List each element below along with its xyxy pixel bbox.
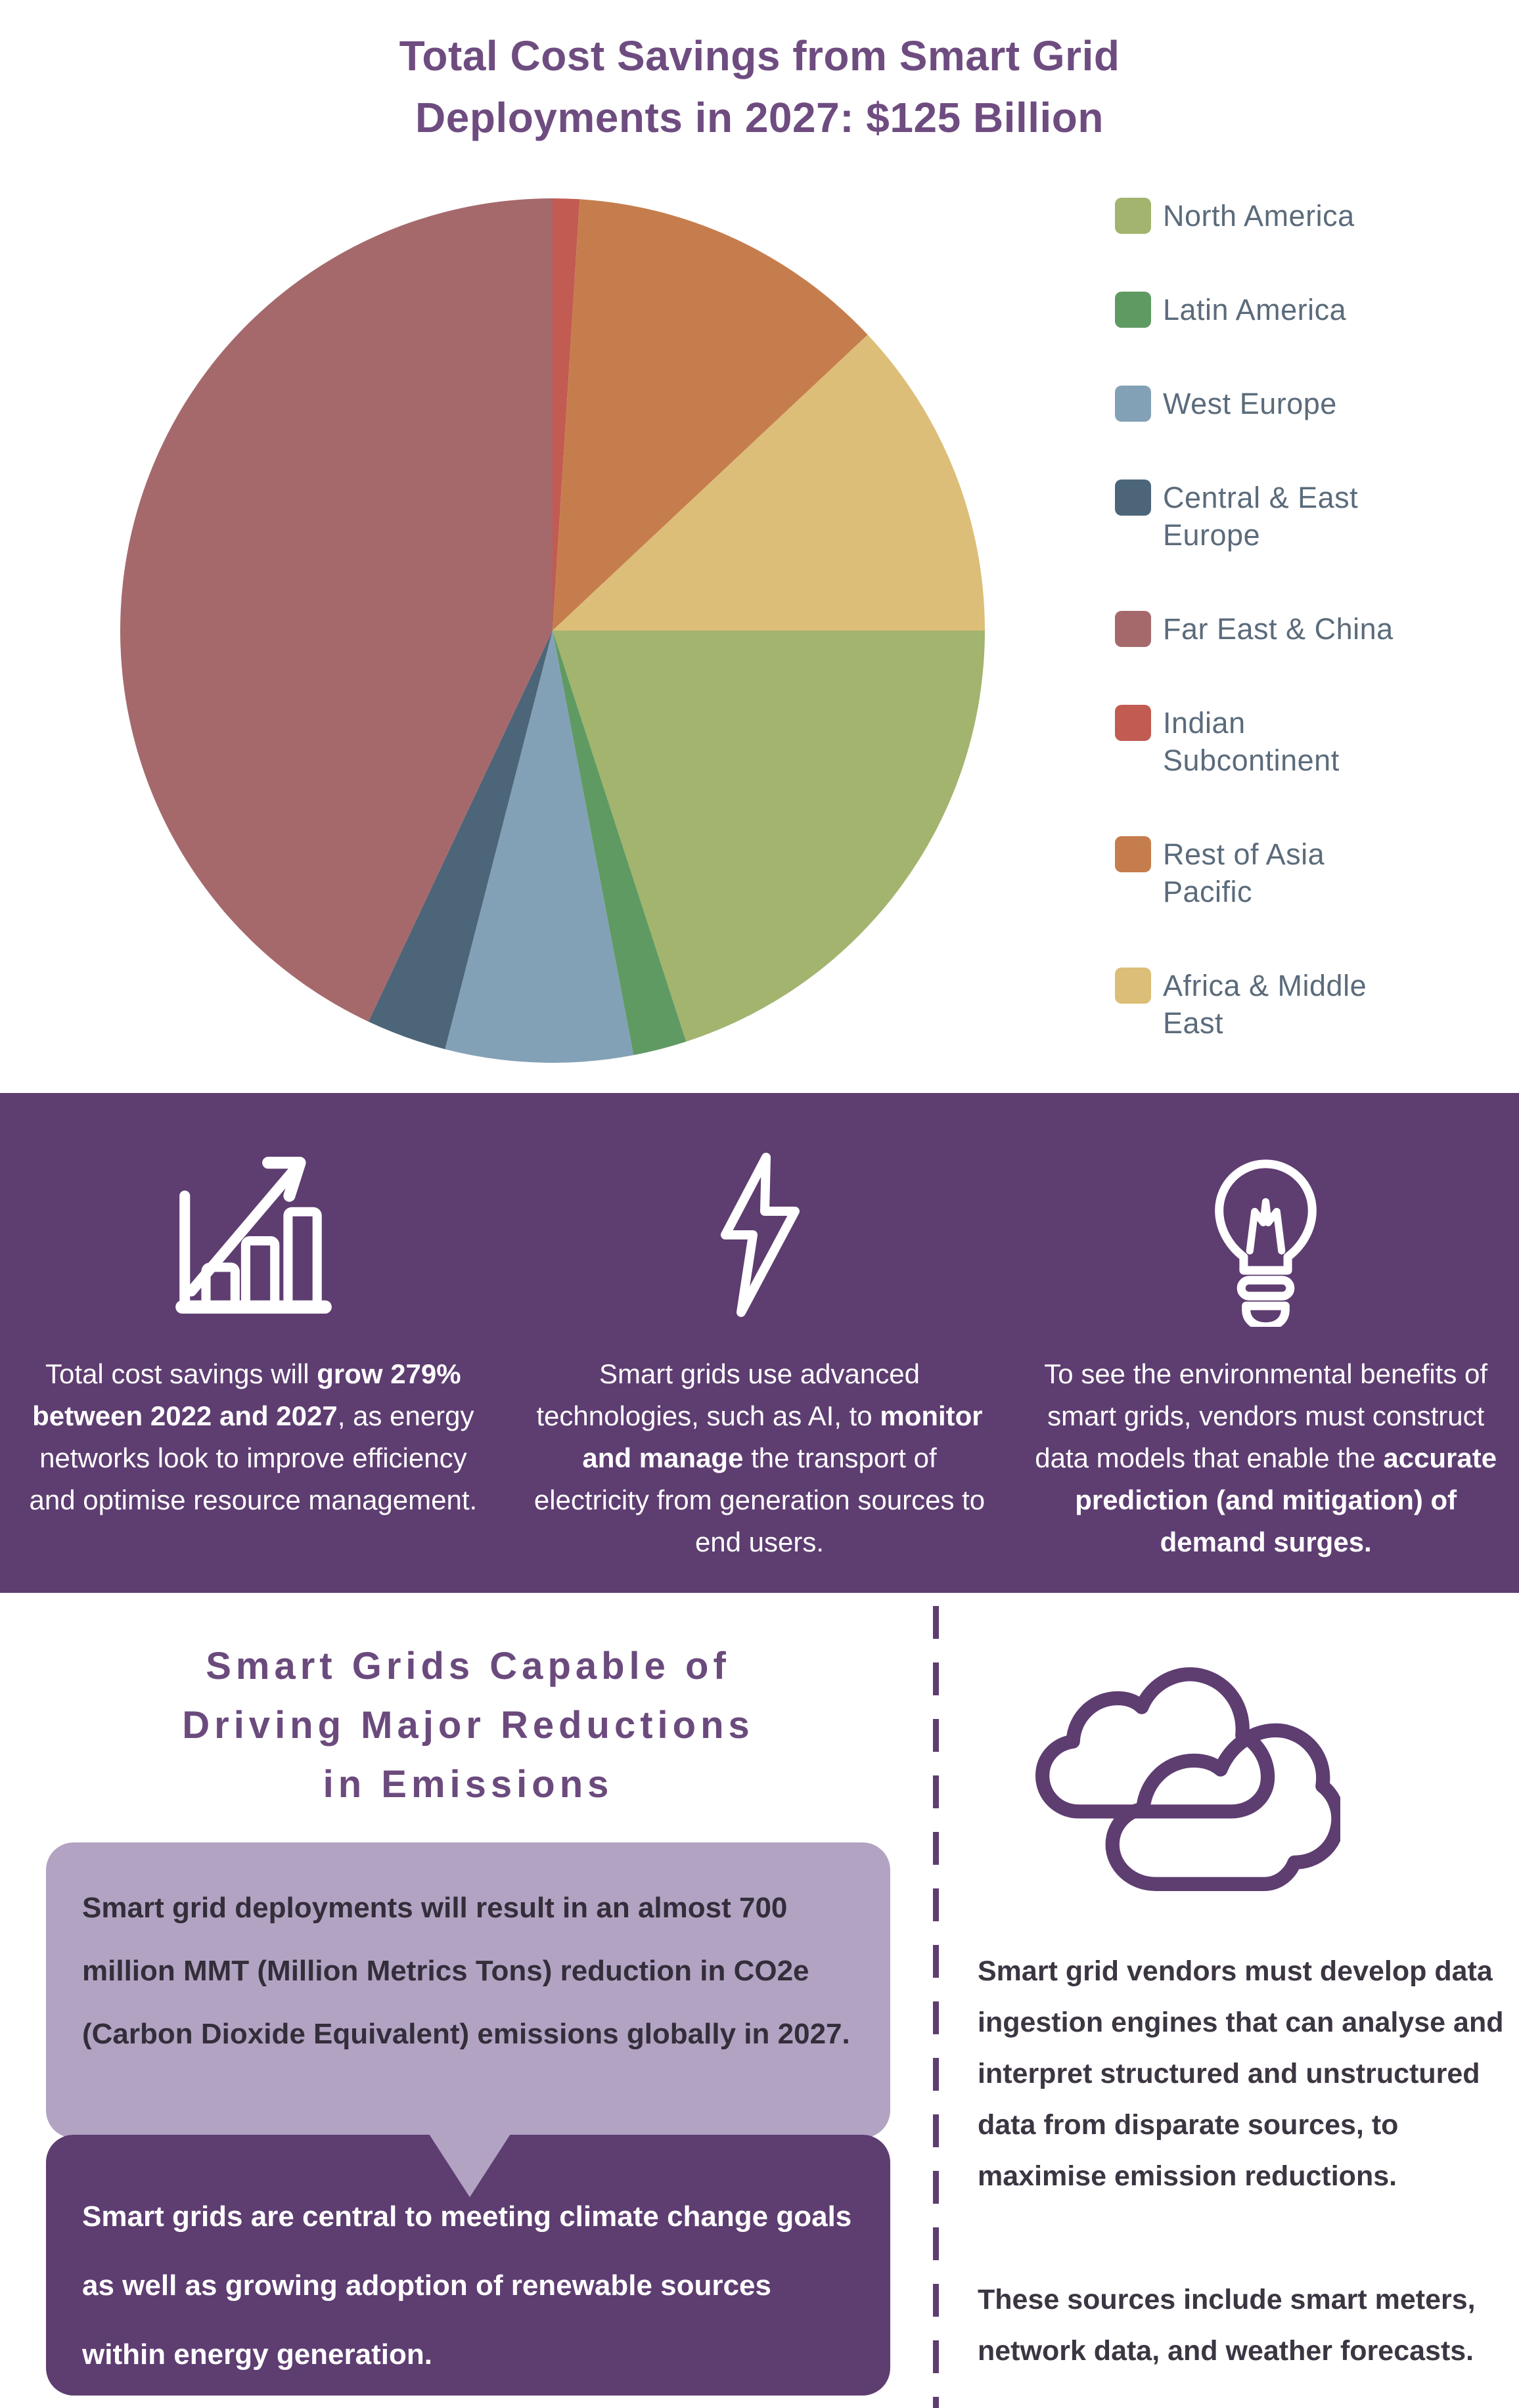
stats-text-growth: Total cost savings will grow 279% between 2022 and 2027, as energy networks look to improve efficiency and optimise resource management. — [29, 1358, 478, 1515]
emissions-heading-line-1: Smart Grids Capable of — [206, 1645, 731, 1687]
legend-swatch-indian-subcontinent — [1115, 705, 1151, 741]
lightning-icon — [526, 1136, 993, 1333]
page-title-line-1: Total Cost Savings from Smart Grid — [399, 32, 1120, 79]
legend-swatch-north-america — [1115, 198, 1151, 234]
stats-col-growth — [0, 1093, 507, 1593]
emissions-heading — [0, 1637, 936, 1814]
legend-swatch-latin-america — [1115, 292, 1151, 328]
callout-light-text: Smart grid deployments will result in an almost 700 million MMT (Million Metrics Tons) reduction in CO2e (Carbon Dioxide Equivalent) emissions globally in 2027. — [82, 1892, 850, 2050]
legend-swatch-africa-middle-east — [1115, 968, 1151, 1004]
stats-band — [0, 1093, 1519, 1593]
legend-item-north-america — [1115, 197, 1406, 234]
legend-swatch-rest-of-asia-pacific — [1115, 836, 1151, 872]
legend-item-rest-of-asia-pacific — [1115, 836, 1406, 910]
page-title-line-2: Deployments in 2027: $125 Billion — [415, 94, 1104, 141]
sources-paragraph: These sources include smart meters, network data, and weather forecasts. — [978, 2284, 1476, 2367]
legend-swatch-far-east-china — [1115, 611, 1151, 647]
legend-label: Rest of Asia Pacific — [1163, 837, 1325, 908]
pie-chart — [120, 198, 985, 1063]
page-title — [0, 25, 1519, 148]
dashed-divider — [933, 1606, 939, 2408]
legend-label: Indian Subcontinent — [1163, 706, 1340, 777]
legend-swatch-west-europe — [1115, 386, 1151, 422]
legend-label: North America — [1163, 199, 1355, 233]
stats-col-monitoring — [507, 1093, 1013, 1593]
legend-item-africa-middle-east — [1115, 967, 1406, 1042]
clouds-icon — [1035, 1645, 1340, 1911]
stats-col-environment — [1012, 1093, 1519, 1593]
stats-text-environment: To see the environmental benefits of smart grids, vendors must construct data models that enable the accurate prediction (and mitigation) of demand surges. — [1035, 1358, 1497, 1557]
stats-text-monitoring: Smart grids use advanced technologies, such as AI, to monitor and manage the transport of electricity from generation sources to end users. — [533, 1358, 986, 1557]
legend-item-far-east-china — [1115, 610, 1406, 648]
legend-label: Latin America — [1163, 293, 1347, 326]
emissions-heading-line-2: Driving Major Reductions — [182, 1704, 754, 1747]
lightbulb-icon — [1032, 1136, 1499, 1333]
growth-chart-icon — [20, 1136, 487, 1333]
emissions-heading-line-3: in Emissions — [323, 1763, 614, 1806]
legend-item-indian-subcontinent — [1115, 704, 1406, 779]
legend-item-central-east-europe — [1115, 479, 1406, 554]
legend-label: Africa & Middle East — [1163, 969, 1367, 1040]
pie-legend — [1115, 197, 1406, 1042]
legend-label: Central & East Europe — [1163, 481, 1359, 552]
legend-swatch-central-east-europe — [1115, 479, 1151, 516]
legend-item-west-europe — [1115, 385, 1406, 422]
callout-light — [46, 1842, 890, 2138]
legend-label: West Europe — [1163, 387, 1337, 420]
callout-tail — [429, 2134, 510, 2197]
callout-dark-text: Smart grids are central to meeting climate change goals as well as growing adoption of renewable sources within energy generation. — [82, 2200, 852, 2371]
legend-label: Far East & China — [1163, 612, 1394, 646]
legend-item-latin-america — [1115, 291, 1406, 328]
vendors-paragraph: Smart grid vendors must develop data ingestion engines that can analyse and interpret structured and unstructured data from disparate sources, to maximise emission reductions. — [978, 1955, 1504, 2192]
